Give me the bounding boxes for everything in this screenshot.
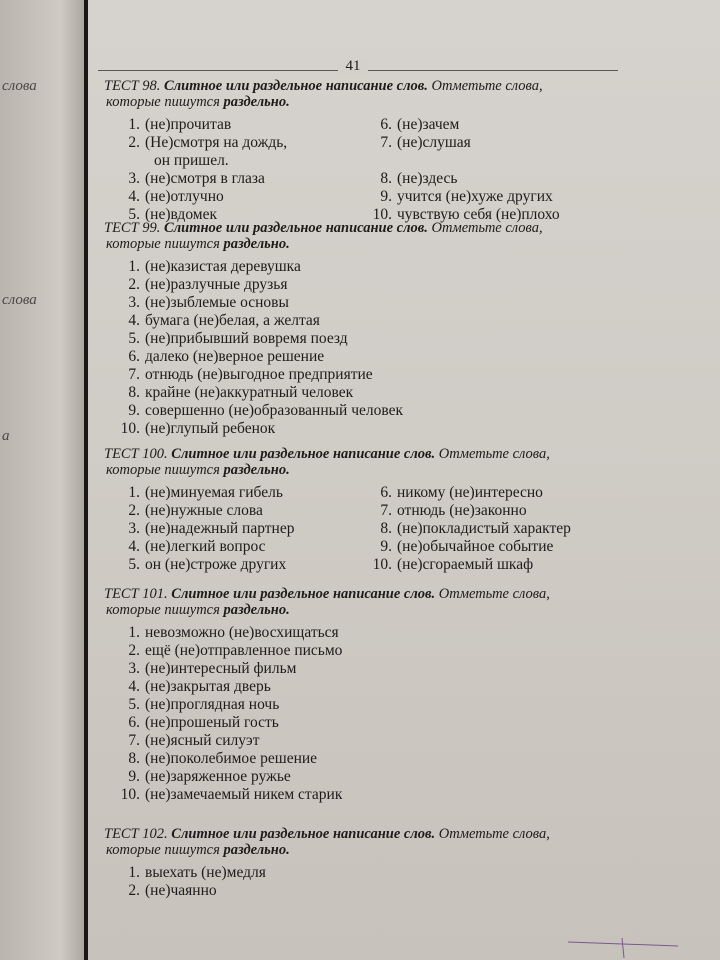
test-instruction-line2 [104, 94, 614, 110]
test-instruction-line2 [104, 236, 614, 252]
item-text: (не)слушая [397, 134, 471, 151]
list-item [366, 520, 571, 538]
item-text: он (не)строже других [145, 556, 287, 573]
item-number: 7. [128, 366, 140, 383]
list-item [114, 786, 342, 804]
test-label: ТЕСТ 99. [104, 220, 161, 236]
list-item [114, 642, 342, 660]
test-instruction: Отметьте слова, [438, 446, 550, 462]
list-item [366, 484, 571, 502]
item-text: отнюдь (не)выгодное предприятие [145, 366, 373, 383]
item-text: никому (не)интересно [397, 484, 543, 501]
item-number: 7. [380, 502, 392, 519]
list-item [114, 502, 294, 520]
item-number: 1. [128, 484, 140, 501]
list-item [114, 768, 342, 786]
item-number: 2. [128, 276, 140, 293]
test-label: ТЕСТ 102. [104, 826, 168, 842]
test-instruction-bold: раздельно. [223, 842, 290, 858]
list-item [366, 538, 571, 556]
item-number: 4. [128, 678, 140, 695]
item-number: 6. [380, 484, 392, 501]
list-item [114, 188, 287, 206]
list-item [114, 484, 294, 502]
item-number: 3. [128, 294, 140, 311]
item-text: ещё (не)отправленное письмо [145, 642, 343, 659]
test-title: Слитное или раздельное написание слов. [171, 446, 436, 462]
item-text: выехать (не)медля [145, 864, 266, 881]
test-instruction-bold: раздельно. [223, 236, 290, 252]
items-column-left [114, 484, 294, 574]
item-text: (не)прошеный гость [145, 714, 279, 731]
item-text: отнюдь (не)законно [397, 502, 527, 519]
list-item [114, 732, 342, 750]
item-text: (не)интересный фильм [145, 660, 297, 677]
item-number: 5. [128, 696, 140, 713]
item-number: 2. [128, 502, 140, 519]
test-instruction: которые пишутся [106, 462, 220, 478]
list-item [114, 678, 342, 696]
item-text: (Не)смотря на дождь, [145, 134, 288, 151]
test-instruction: Отметьте слова, [438, 826, 550, 842]
item-text: (не)ясный силуэт [145, 732, 260, 749]
item-text: бумага (не)белая, а желтая [145, 312, 320, 329]
list-item [114, 366, 403, 384]
left-page-fragment: слова [2, 78, 37, 94]
list-item [114, 520, 294, 538]
page-number: 41 [338, 58, 368, 75]
list-item [114, 538, 294, 556]
list-item [114, 714, 342, 732]
item-number: 8. [380, 520, 392, 537]
item-number: 6. [380, 116, 392, 133]
item-text: (не)проглядная ночь [145, 696, 280, 713]
item-number: 8. [128, 384, 140, 401]
test-block [104, 220, 614, 452]
list-item [114, 384, 403, 402]
item-number: 10. [120, 420, 140, 437]
test-heading [104, 220, 614, 252]
item-text: (не)нужные слова [145, 502, 263, 519]
list-item [366, 556, 571, 574]
list-item [114, 556, 294, 574]
test-block [104, 586, 614, 818]
items-column-left [114, 258, 403, 438]
item-text: (не)прибывший вовремя поезд [145, 330, 348, 347]
item-text: (не)легкий вопрос [145, 538, 266, 555]
item-text: далеко (не)верное решение [145, 348, 325, 365]
items-area [104, 252, 614, 452]
items-area [104, 858, 614, 960]
item-number: 4. [128, 312, 140, 329]
test-instruction: Отметьте слова, [431, 220, 543, 236]
test-heading [104, 826, 614, 858]
item-number: 10. [120, 786, 140, 803]
test-instruction-bold: раздельно. [223, 462, 290, 478]
test-instruction-line2 [104, 602, 614, 618]
item-number: 2. [128, 642, 140, 659]
test-heading [104, 586, 614, 618]
list-item [114, 348, 403, 366]
item-number: 3. [128, 520, 140, 537]
list-item [366, 170, 560, 188]
test-heading [104, 446, 614, 478]
test-title: Слитное или раздельное написание слов. [171, 826, 436, 842]
test-block [104, 826, 614, 960]
item-number: 2. [128, 134, 140, 151]
list-item [114, 116, 287, 134]
item-text: чувствую себя (не)плохо [397, 206, 560, 223]
list-item [114, 402, 403, 420]
list-item [114, 696, 342, 714]
list-item [114, 750, 342, 768]
item-text: (не)смотря в глаза [145, 170, 265, 187]
list-item [114, 624, 342, 642]
item-text: (не)надежный партнер [145, 520, 295, 537]
test-instruction: Отметьте слова, [438, 586, 550, 602]
list-item [114, 420, 403, 438]
list-item [114, 660, 342, 678]
item-number: 1. [128, 116, 140, 133]
test-title: Слитное или раздельное написание слов. [164, 78, 428, 94]
item-number: 10. [372, 206, 392, 223]
list-item [114, 864, 266, 882]
list-item [114, 294, 403, 312]
left-page-fragment: а [2, 428, 10, 444]
item-number: 7. [380, 134, 392, 151]
item-number: 4. [128, 538, 140, 555]
item-text: (не)заряженное ружье [145, 768, 291, 785]
item-number: 9. [128, 402, 140, 419]
items-column-right [366, 116, 560, 224]
test-label: ТЕСТ 98. [104, 78, 161, 94]
test-title: Слитное или раздельное написание слов. [171, 586, 436, 602]
items-column-right [366, 484, 571, 574]
item-text: (не)замечаемый никем старик [145, 786, 343, 803]
item-number: 3. [128, 170, 140, 187]
item-text: (не)прочитав [145, 116, 232, 133]
item-text: (не)вдомек [145, 206, 217, 223]
test-instruction: которые пишутся [106, 842, 220, 858]
item-text: (не)минуемая гибель [145, 484, 283, 501]
item-number: 9. [380, 188, 392, 205]
list-item [366, 502, 571, 520]
item-text: (не)разлучные друзья [145, 276, 288, 293]
list-item [114, 258, 403, 276]
item-text: (не)зачем [397, 116, 460, 133]
test-instruction-bold: раздельно. [223, 94, 290, 110]
item-text: учится (не)хуже других [397, 188, 553, 205]
list-item [114, 312, 403, 330]
left-page-fragment: слова [2, 292, 37, 308]
items-column-left [114, 864, 266, 900]
item-text: невозможно (не)восхищаться [145, 624, 339, 641]
pencil-marks [558, 936, 698, 960]
item-text: (не)поколебимое решение [145, 750, 318, 767]
list-item [114, 170, 287, 188]
list-item [114, 134, 287, 170]
item-text: (не)отлучно [145, 188, 224, 205]
list-item [366, 134, 560, 152]
textbook-page [88, 0, 720, 960]
item-number: 6. [128, 348, 140, 365]
item-number: 7. [128, 732, 140, 749]
item-text: крайне (не)аккуратный человек [145, 384, 354, 401]
item-text: (не)чаянно [145, 882, 217, 899]
item-number: 1. [128, 258, 140, 275]
item-number: 5. [128, 330, 140, 347]
item-text: (не)обычайное событие [397, 538, 554, 555]
item-number: 5. [128, 206, 140, 223]
item-text-continued: он пришел. [154, 152, 229, 169]
test-label: ТЕСТ 100. [104, 446, 168, 462]
item-number: 8. [128, 750, 140, 767]
list-item [114, 276, 403, 294]
list-item [366, 116, 560, 134]
items-column-left [114, 624, 342, 804]
list-item [114, 330, 403, 348]
item-text: (не)казистая деревушка [145, 258, 301, 275]
item-text: (не)покладистый характер [397, 520, 571, 537]
test-instruction: которые пишутся [106, 602, 220, 618]
test-heading [104, 78, 614, 110]
items-column-left [114, 116, 287, 224]
item-number: 9. [128, 768, 140, 785]
item-number: 6. [128, 714, 140, 731]
list-item [366, 188, 560, 206]
test-title: Слитное или раздельное написание слов. [164, 220, 428, 236]
test-label: ТЕСТ 101. [104, 586, 168, 602]
item-number: 10. [372, 556, 392, 573]
test-instruction-line2 [104, 842, 614, 858]
item-text: (не)здесь [397, 170, 458, 187]
item-number: 3. [128, 660, 140, 677]
item-text: (не)закрытая дверь [145, 678, 271, 695]
test-instruction: которые пишутся [106, 94, 220, 110]
test-instruction: которые пишутся [106, 236, 220, 252]
test-instruction-bold: раздельно. [223, 602, 290, 618]
list-item [114, 882, 266, 900]
item-number: 8. [380, 170, 392, 187]
item-number: 5. [128, 556, 140, 573]
item-number: 1. [128, 624, 140, 641]
item-number: 4. [128, 188, 140, 205]
item-text: (не)зыблемые основы [145, 294, 289, 311]
item-number: 9. [380, 538, 392, 555]
test-instruction: Отметьте слова, [431, 78, 543, 94]
item-text: совершенно (не)образованный человек [145, 402, 404, 419]
test-instruction-line2 [104, 462, 614, 478]
item-text: (не)сгораемый шкаф [397, 556, 534, 573]
items-area [104, 618, 614, 818]
item-text: (не)глупый ребенок [145, 420, 276, 437]
adjacent-page [0, 0, 86, 960]
item-number: 1. [128, 864, 140, 881]
item-number: 2. [128, 882, 140, 899]
